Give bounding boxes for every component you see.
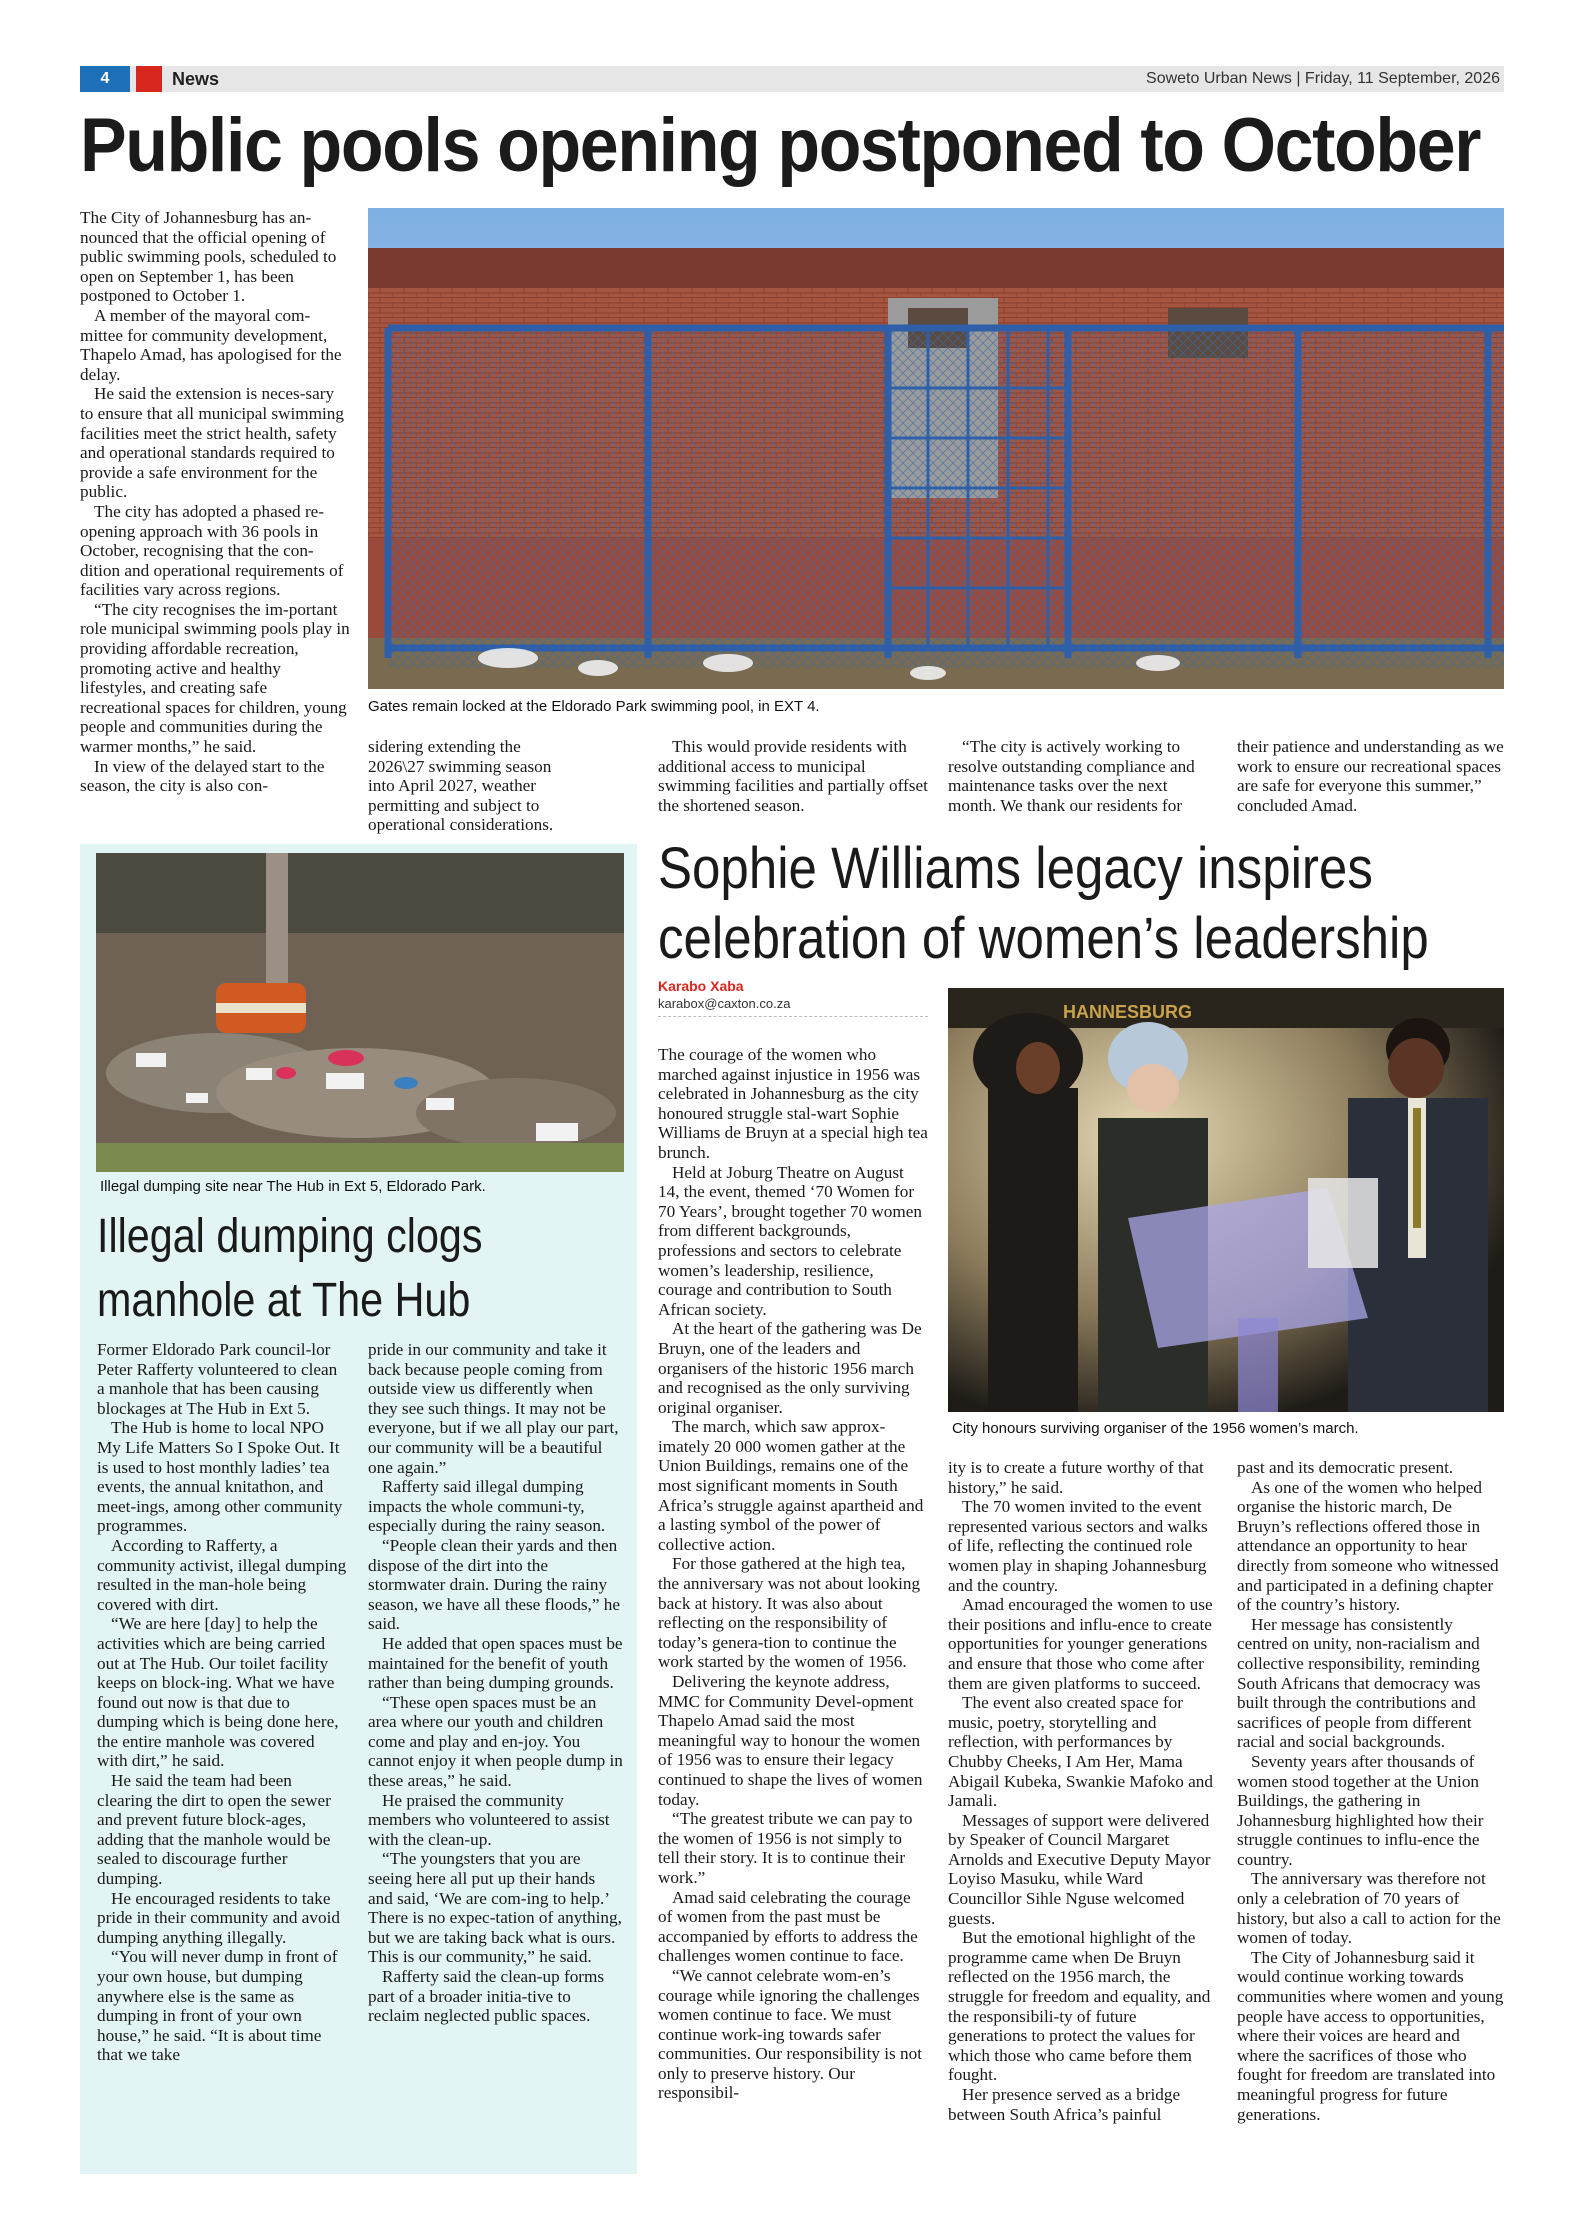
photo-caption-pools: Gates remain locked at the Eldorado Park swimming pool, in EXT 4. bbox=[368, 698, 820, 715]
pool-gate-photo bbox=[368, 208, 1504, 689]
paragraph: pride in our community and take it back because people coming from outside view us differently when they see such things. It may not be everyone, but if we all play our part, our community will be a beautiful one again.” bbox=[368, 1340, 619, 1477]
paragraph: A member of the mayoral com-mittee for community development, Thapelo Amad, has apologised for the delay. bbox=[80, 305, 342, 384]
article2-col1 bbox=[97, 1340, 347, 2065]
paragraph: “You will never dump in front of your own house, but dumping anywhere else is the same as dumping in front of your own house,” he said. “It is about time that we take bbox=[97, 1947, 338, 2065]
paragraph: For those gathered at the high tea, the anniversary was not about looking back at history. It was also about reflecting on the responsibility of today’s genera-tion to continue the work started by the women of 1956. bbox=[658, 1554, 921, 1672]
paragraph: their patience and understanding as we work to ensure our recreational spaces are safe for everyone this summer,” concluded Amad. bbox=[1237, 737, 1504, 815]
paragraph: “These open spaces must be an area where our youth and children come and play and en-joy. You cannot enjoy it when people dump in these areas,” he said. bbox=[368, 1692, 623, 1791]
author-name: Karabo Xaba bbox=[658, 978, 744, 994]
article3-col2 bbox=[948, 1458, 1218, 2124]
byline-divider bbox=[658, 1016, 928, 1017]
paragraph: At the heart of the gathering was De Bruyn, one of the leaders and organisers of the historic 1956 march and recognised as the only surviving original organiser. bbox=[658, 1319, 922, 1417]
paragraph: The 70 women invited to the event represented various sectors and walks of life, reflecting the continued role women play in shaping Johannesburg and the country. bbox=[948, 1497, 1208, 1595]
paragraph: He said the team had been clearing the dirt to open the sewer and prevent future block-ages, adding that the manhole would be sealed to discourage further dumping. bbox=[97, 1771, 331, 1889]
paragraph: past and its democratic present. bbox=[1237, 1458, 1454, 1477]
paragraph: This would provide residents with additional access to municipal swimming facilities and partially offset the shortened season. bbox=[658, 737, 928, 815]
paragraph: “The city recognises the im-portant role municipal swimming pools play in providing affordable recreation, promoting active and healthy lifestyles, and creating safe recreational spaces for children, young people and communities during the warmer months,” he said. bbox=[80, 599, 350, 757]
headline-dumping: Illegal dumping clogs manhole at The Hub bbox=[97, 1210, 483, 1327]
photo-caption-dumping: Illegal dumping site near The Hub in Ext 5, Eldorado Park. bbox=[100, 1178, 486, 1195]
section-color-block bbox=[136, 66, 162, 92]
paragraph: He said the extension is neces-sary to ensure that all municipal swimming facilities meet the strict health, safety and operational standards required to provide a safe environment for the public. bbox=[80, 384, 344, 502]
article1-col5 bbox=[1237, 737, 1504, 815]
paragraph: The march, which saw approx-imately 20 000 women gather at the Union Buildings, remains one of the most significant moments in South Africa’s struggle against apartheid and a lasting symbol of the power of collective action. bbox=[658, 1417, 924, 1554]
article2-col2 bbox=[368, 1340, 623, 2026]
paragraph: The courage of the women who marched against injustice in 1956 was celebrated in Johannesburg as the city honoured struggle stal-wart Sophie Williams de Bruyn at a special high tea brunch. bbox=[658, 1045, 928, 1162]
paragraph: ity is to create a future worthy of that history,” he said. bbox=[948, 1458, 1204, 1497]
paragraph: Rafferty said the clean-up forms part of a broader initia-tive to reclaim neglected public spaces. bbox=[368, 1967, 605, 2026]
article1-col1 bbox=[80, 208, 350, 796]
article1-col4 bbox=[948, 737, 1208, 815]
paragraph: “The city is actively working to resolve outstanding compliance and maintenance tasks over the next month. We thank our residents for bbox=[948, 737, 1195, 815]
paragraph: Her presence served as a bridge between South Africa’s painful bbox=[948, 2085, 1181, 2124]
article1-col2 bbox=[368, 737, 578, 835]
paragraph: In view of the delayed start to the season, the city is also con- bbox=[80, 756, 325, 796]
banner-text: HANNESBURG bbox=[1063, 1002, 1193, 1022]
paragraph: Held at Joburg Theatre on August 14, the event, themed ‘70 Women for 70 Years’, brought together 70 women from different backgrounds, professions and sectors to celebrate women’s leadership, resilience, courage and contribution to South African society. bbox=[658, 1162, 922, 1319]
paragraph: “The greatest tribute we can pay to the women of 1956 is not simply to tell their story. It is to continue their work.” bbox=[658, 1809, 913, 1887]
page-number: 4 bbox=[80, 66, 130, 92]
paragraph: He added that open spaces must be maintained for the benefit of youth rather than being dumping grounds. bbox=[368, 1633, 623, 1693]
paragraph: sidering extending the 2026\27 swimming season into April 2027, weather permitting and subject to operational considerations. bbox=[368, 737, 554, 835]
paragraph: Amad said celebrating the courage of women from the past must be accompanied by efforts to address the challenges women continue to face. bbox=[658, 1887, 918, 1966]
paragraph: Seventy years after thousands of women stood together at the Union Buildings, the gathering in Johannesburg highlighted how their struggle continues to influ-ence the country. bbox=[1237, 1751, 1484, 1869]
paragraph: Amad encouraged the women to use their positions and influ-ence to create opportunities for younger generations and ensure that those who come after them are given platforms to succeed. bbox=[948, 1595, 1213, 1693]
paragraph: The City of Johannesburg said it would continue working towards communities where women and young people have access to opportunities, where their voices are heard and where the sacrifices of those who fought for freedom are translated into meaningful progress for future generations. bbox=[1237, 1947, 1504, 2124]
paragraph: He encouraged residents to take pride in their community and avoid dumping anything illegally. bbox=[97, 1888, 340, 1947]
paragraph: But the emotional highlight of the programme came when De Bruyn reflected on the 1956 march, the struggle for freedom and equality, and the responsibili-ty of future generations to protect the values for which those who came before them fought. bbox=[948, 1928, 1211, 2085]
headline-sophie-williams: Sophie Williams legacy inspires celebration of women’s leadership bbox=[658, 836, 1429, 971]
womens-leadership-photo bbox=[948, 988, 1504, 1412]
section-label: News bbox=[172, 69, 220, 89]
paragraph: According to Rafferty, a community activist, illegal dumping resulted in the man-hole being covered with dirt. bbox=[97, 1535, 347, 1614]
author-email[interactable]: karabox@caxton.co.za bbox=[658, 996, 791, 1011]
masthead-date: Soweto Urban News | Friday, 11 September, 2026 bbox=[1146, 70, 1500, 87]
article3-col1 bbox=[658, 1045, 928, 2103]
article1-col3 bbox=[658, 737, 928, 815]
dumping-site-photo bbox=[96, 853, 624, 1172]
paragraph: Rafferty said illegal dumping impacts the whole communi-ty, especially during the rainy season. bbox=[368, 1477, 606, 1536]
paragraph: The Hub is home to local NPO My Life Matters So I Spoke Out. It is used to host monthly ladies’ tea events, the annual knitathon, and meet-ings, among other community programmes. bbox=[97, 1418, 343, 1536]
paragraph: He praised the community members who volunteered to assist with the clean-up. bbox=[368, 1790, 610, 1849]
paragraph: The event also created space for music, poetry, storytelling and reflection, with performances by Chubby Cheeks, I Am Her, Mama Abigail Kubeka, Swankie Mafoko and Jamali. bbox=[948, 1693, 1213, 1811]
paragraph: As one of the women who helped organise the historic march, De Bruyn’s reflections offered those in attendance an opportunity to hear directly from someone who witnessed and participated in a defining chapter of the country’s history. bbox=[1237, 1477, 1499, 1615]
paragraph: Delivering the keynote address, MMC for Community Devel-opment Thapelo Amad said the most meaningful way to honour the women of 1956 was to ensure their legacy continued to shape the lives of women today. bbox=[658, 1672, 923, 1809]
paragraph: Former Eldorado Park council-lor Peter Rafferty volunteered to clean a manhole that has been causing blockages at The Hub in Ext 5. bbox=[97, 1340, 338, 1418]
paragraph: The city has adopted a phased re-opening approach with 36 pools in October, recognising that the con-dition and operational requirements of facilities vary across regions. bbox=[80, 501, 344, 600]
paragraph: Her message has consistently centred on unity, non-racialism and collective responsibility, reminding South Africans that democracy was built through the contributions and sacrifices of people from different racial and social backgrounds. bbox=[1237, 1614, 1481, 1752]
paragraph: The City of Johannesburg has an-nounced that the official opening of public swimming pools, scheduled to open on September 1, has been postponed to October 1. bbox=[80, 208, 337, 306]
paragraph: Messages of support were delivered by Speaker of Council Margaret Arnolds and Executive Deputy Mayor Loyiso Masuku, while Ward Councillor Sihle Nguse welcomed guests. bbox=[948, 1810, 1211, 1928]
paragraph: “The youngsters that you are seeing here all put up their hands and said, ‘We are com-ing to help.’ There is no expec-tation of anything, but we are taking back what is ours. This is our community,” he said. bbox=[368, 1849, 622, 1967]
paragraph: The anniversary was therefore not only a celebration of 70 years of history, but also a call to action for the women of today. bbox=[1237, 1869, 1501, 1948]
article3-col3 bbox=[1237, 1458, 1504, 2124]
photo-caption-leadership: City honours surviving organiser of the 1956 women’s march. bbox=[952, 1420, 1359, 1437]
paragraph: “We are here [day] to help the activities which are being carried out at The Hub. Our toilet facility keeps on block-ing. What we have found out now is that due to dumping which is being done here, the entire manhole was covered with dirt,” he said. bbox=[97, 1614, 339, 1771]
headline-pools: Public pools opening postponed to October bbox=[80, 103, 1481, 188]
paragraph: “People clean their yards and then dispose of the dirt into the stormwater drain. During the rainy season, we have all these floods,” he said. bbox=[368, 1535, 620, 1634]
paragraph: “We cannot celebrate wom-en’s courage while ignoring the challenges women continue to face. We must continue work-ing towards safer communities. Our responsibility is not only to preserve history. Our responsibil- bbox=[658, 1965, 923, 2103]
